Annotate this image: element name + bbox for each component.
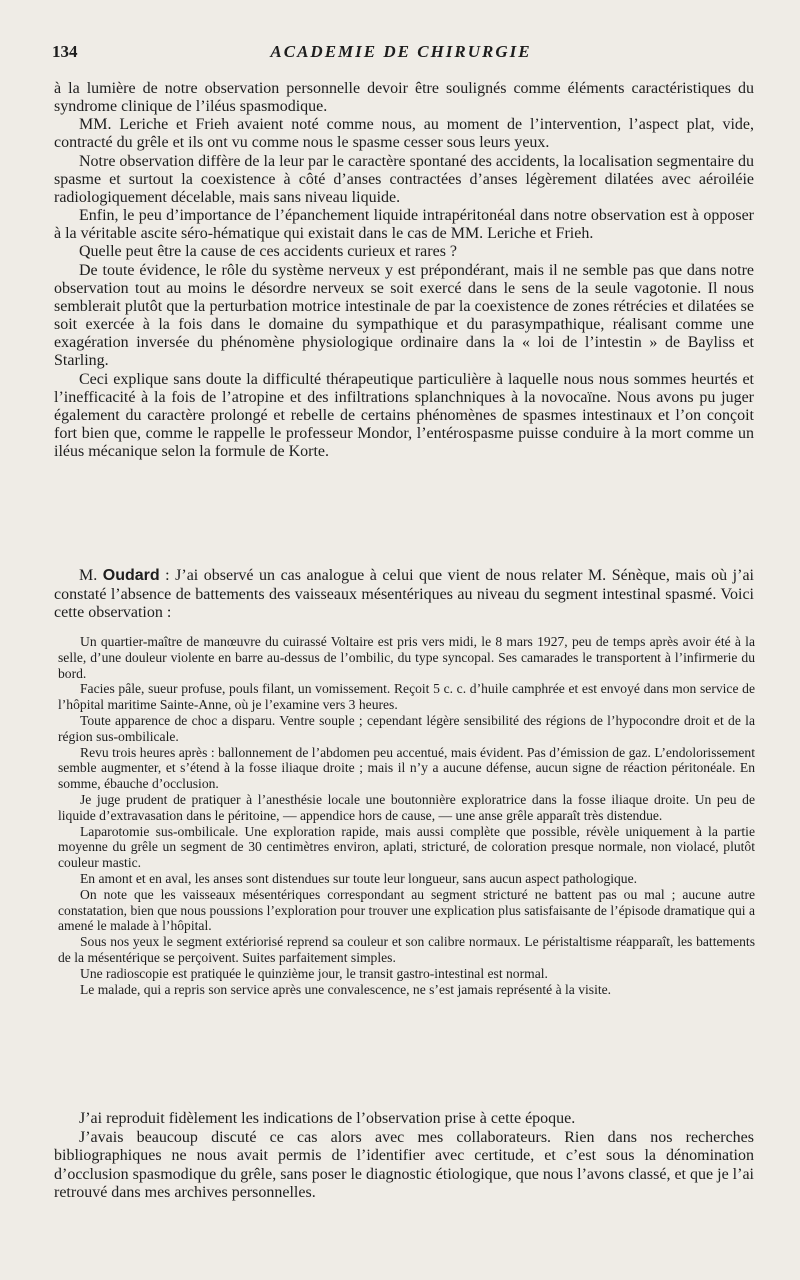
- paragraph: [54, 567, 754, 623]
- paragraph: De toute évidence, le rôle du système nerveux y est prépondérant, mais il ne semble pas que dans notre observation tout au moins le désordre nerveux se soit exercé dans le sens de la seule vagotonie. Il nous semblerait plutôt que la perturbation motrice intestinale de par la coexistence de zones rétrécies et dilatées se soit exercée à la fois dans le domaine du sympathique et du parasympathique, réalisant comme une exagération inversée du phénomène physiologique ordinaire dans la « loi de l’intestin » de Bayliss et Starling.: [54, 261, 754, 370]
- observation-paragraph: Un quartier-maître de manœuvre du cuirassé Voltaire est pris vers midi, le 8 mars 1927, peu de temps après avoir été à la selle, d’une douleur violente en barre au-dessus de l’ombilic, du type syncopal. Ses camarades le transportent à l’infirmerie du bord.: [58, 634, 755, 681]
- discussion-text: [54, 80, 754, 461]
- paragraph: Quelle peut être la cause de ces accidents curieux et rares ?: [79, 243, 458, 261]
- closing-text: [54, 1110, 754, 1203]
- paragraph: J’ai reproduit fidèlement les indications de l’observation prise à cette époque.: [79, 1110, 576, 1127]
- speaker-name: Oudard: [102, 567, 160, 584]
- case-observation: [58, 634, 755, 997]
- speaker-prefix: M.: [79, 567, 103, 584]
- observation-paragraph: Le malade, qui a repris son service après une convalescence, ne s’est jamais représenté à la visite.: [80, 981, 612, 997]
- intervention-text: [54, 567, 754, 623]
- paragraph: à la lumière de notre observation personnelle devoir être soulignés comme éléments caractéristiques du syndrome clinique de l’iléus spasmodique.: [54, 80, 754, 116]
- paragraph: MM. Leriche et Frieh avaient noté comme nous, au moment de l’intervention, l’aspect plat, vide, contracté du grêle et ils ont vu comme nous le spasme cesser sous leurs yeux.: [54, 116, 754, 152]
- observation-paragraph: Une radioscopie est pratiquée le quinzième jour, le transit gastro-intestinal est normal.: [80, 965, 548, 981]
- observation-paragraph: Facies pâle, sueur profuse, pouls filant, un vomissement. Reçoit 5 c. c. d’huile camphrée et est envoyé dans mon service de l’hôpital maritime Sainte-Anne, où je l’examine vers 3 heures.: [58, 681, 755, 713]
- observation-paragraph: Toute apparence de choc a disparu. Ventre souple ; cependant légère sensibilité des régions de l’hypocondre droit et de la région sus-ombilicale.: [58, 712, 755, 744]
- observation-paragraph: Je juge prudent de pratiquer à l’anesthésie locale une boutonnière exploratrice dans la fosse iliaque droite. Un peu de liquide d’extravasation dans le péritoine, — appendice hors de cause, — une anse grêle apparaît très distendue.: [58, 791, 755, 823]
- running-title: ACADEMIE DE CHIRURGIE: [270, 42, 532, 61]
- observation-paragraph: Revu trois heures après : ballonnement de l’abdomen peu accentué, mais évident. Pas d’émission de gaz. L’endolorissement semble augmenter, et s’étend à la fosse iliaque droite ; mais il n’y a aucune défense, aucun signe de réaction péritonéale. En somme, ébauche d’occlusion.: [58, 744, 755, 792]
- paragraph: J’avais beaucoup discuté ce cas alors avec mes collaborateurs. Rien dans nos recherches bibliographiques ne nous avait permis de l’identifier avec certitude, et c’est sous la dénomination d’occlusion spasmodique du grêle, sans poser le diagnostic étiologique, que nous l’avons classé, et que je l’ai retrouvé dans mes archives personnelles.: [54, 1128, 754, 1202]
- intervention-body: : J’ai observé un cas analogue à celui que vient de nous relater M. Sénèque, mais où j’ai constaté l’absence de battements des vaisseaux mésentériques au niveau du segment intestinal spasmé. Voici cette observation :: [54, 567, 755, 621]
- paragraph: Enfin, le peu d’importance de l’épanchement liquide intrapéritonéal dans notre observation est à opposer à la véritable ascite séro-hématique qui existait dans le cas de MM. Leriche et Frieh.: [54, 207, 754, 243]
- observation-paragraph: Sous nos yeux le segment extériorisé reprend sa couleur et son calibre normaux. Le péristaltisme réapparaît, les battements de la mésentérique se perçoivent. Suites parfaitement simples.: [58, 934, 755, 965]
- observation-paragraph: On note que les vaisseaux mésentériques correspondant au segment stricturé ne battent pas ou mal ; aucune autre constatation, bien que nous poussions l’exploration pour trouver une explication plus satisfaisante de l’épisode dramatique qui a amené le malade à l’hôpital.: [58, 886, 755, 934]
- page-number: 134: [52, 42, 78, 61]
- paragraph: Notre observation diffère de la leur par le caractère spontané des accidents, la localisation segmentaire du spasme et surtout la coexistence à côté d’anses contractées d’anses légèrement dilatées avec aéroiléie radiologiquement décelable, mais sans niveau liquide.: [54, 152, 754, 206]
- paragraph: Ceci explique sans doute la difficulté thérapeutique particulière à laquelle nous nous sommes heurtés et l’inefficacité à la fois de l’atropine et des infiltrations splanchniques à la novocaïne. Nous avons pu juger également du caractère prolongé et rebelle de certains phénomènes de spasmes intestinaux et l’on conçoit fort bien que, comme le rappelle le professeur Mondor, l’entérospasme puisse conduire à la mort comme un iléus mécanique selon la formule de Korte.: [54, 370, 754, 461]
- observation-paragraph: Laparotomie sus-ombilicale. Une exploration rapide, mais aussi complète que possible, révèle uniquement à la partie moyenne du grêle un segment de 30 centimètres environ, aplati, stricturé, de coloration presque normale, non violacé, plutôt couleur mastic.: [58, 823, 755, 871]
- page-header: [52, 42, 750, 66]
- observation-paragraph: En amont et en aval, les anses sont distendues sur toute leur longueur, sans aucun aspect pathologique.: [80, 870, 638, 886]
